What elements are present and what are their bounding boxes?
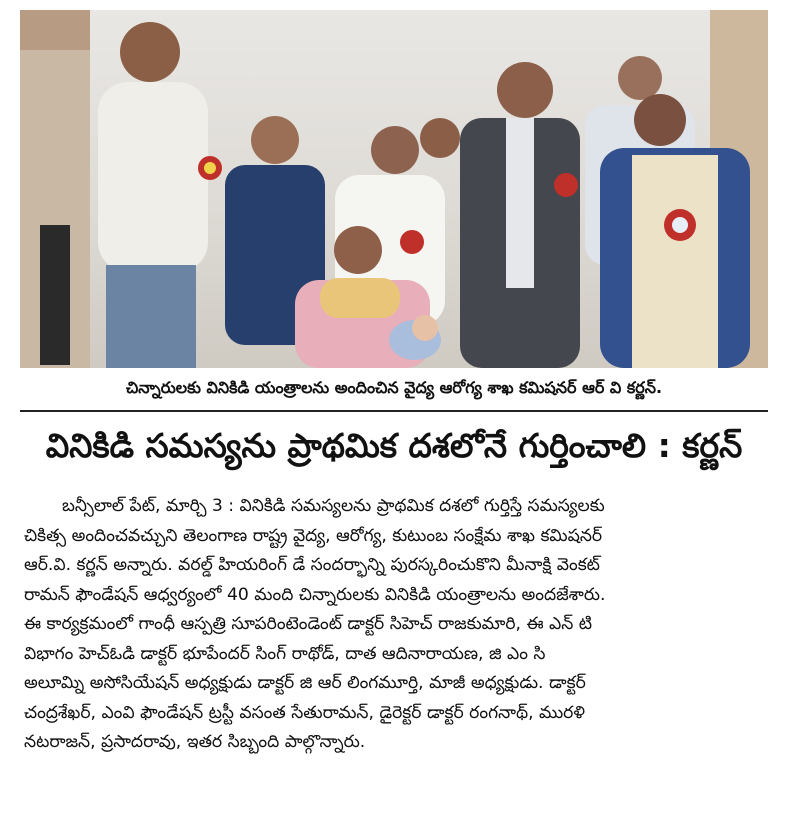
body-line: రామన్ ఫౌండేషన్ ఆధ్వర్యంలో 40 మంది చిన్నారులకు వినికిడి యంత్రాలను అందజేశారు. [24,584,606,605]
photo-caption: చిన్నారులకు వినికిడి యంత్రాలను అందించిన వైద్య ఆరోగ్య శాఖ కమిషనర్ ఆర్ వి కర్ణన్. [125,377,663,397]
article-body [24,492,768,758]
body-line: చంద్రశేఖర్, ఎంవి ఫౌండేషన్ ట్రస్టీ వసంత సేతురామన్, డైరెక్టర్ డాక్టర్ రంగనాథ్, మురళి [24,702,585,723]
body-line: నటరాజన్, ప్రసాదరావు, ఇతర సిబ్బంది పాల్గొన్నారు. [24,732,366,752]
body-line: విభాగం హెచ్ఓడి డాక్టర్ భూపేందర్ సింగ్ రాథోడ్, దాత ఆదినారాయణ, జి ఎం సి [24,643,546,664]
news-photo [20,10,768,368]
body-line: అలూమ్ని అసోసియేషన్ అధ్యక్షుడు డాక్టర్ జి ఆర్ లింగమూర్తి, మాజీ అధ్యక్షుడు. డాక్టర్ [24,673,586,693]
body-line: ఆర్.వి. కర్ణన్ అన్నారు. వరల్డ్ హియరింగ్ డే సందర్భాన్ని పురస్కరించుకొని మీనాక్షి వెంకట్ [24,555,600,575]
body-line: ఈ కార్యక్రమంలో గాంధీ ఆస్పత్రి సూపరింటెండెంట్ డాక్టర్ సిహెచ్ రాజకుమారి, ఈ ఎన్ టి [24,614,593,634]
body-line: బన్సీలాల్ పేట్, మార్చి 3 : వినికిడి సమస్యలను ప్రాథమిక దశలో గుర్తిస్తే సమస్యలకు [62,496,605,516]
divider-rule [20,410,768,412]
article-headline: వినికిడి సమస్యను ప్రాథమిక దశలోనే గుర్తించాలి : కర్ణన్ [45,425,743,465]
body-line: చికిత్స అందించవచ్చుని తెలంగాణ రాష్ట్ర వైద్య, ఆరోగ్య, కుటుంబ సంక్షేమ శాఖ కమిషనర్ [24,525,603,546]
group-photo-illustration [20,10,768,368]
